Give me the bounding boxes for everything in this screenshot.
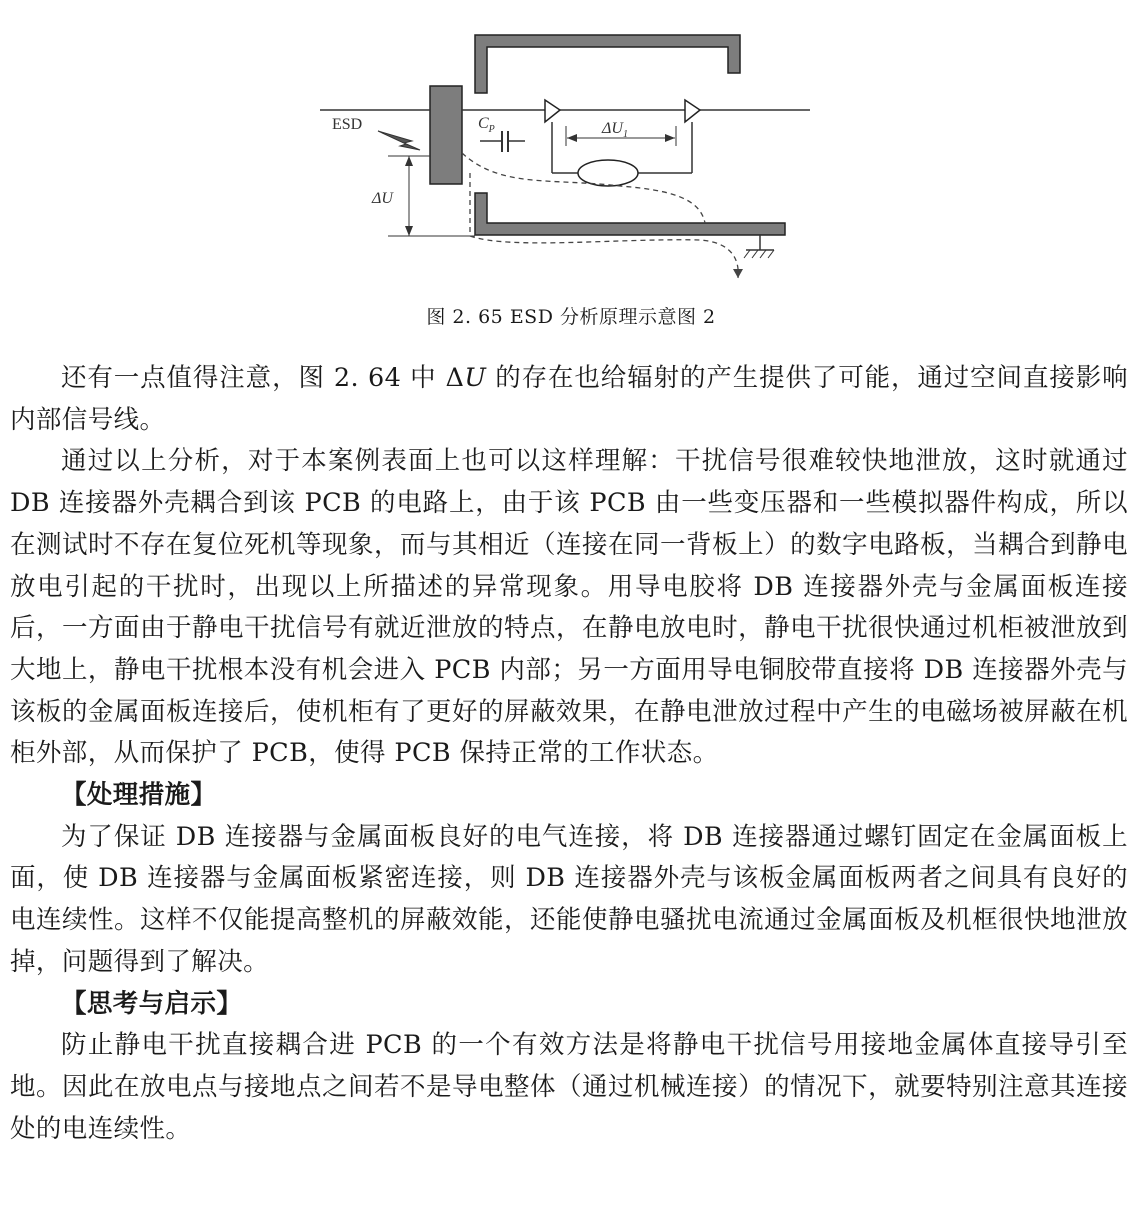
current-path-1 xyxy=(462,153,705,223)
buffer-triangle-right xyxy=(685,100,700,122)
esd-lightning-icon xyxy=(378,131,420,150)
esd-analysis-diagram xyxy=(320,28,820,290)
chassis-bottom-bracket xyxy=(475,193,785,235)
db-connector-block xyxy=(430,86,462,184)
heading-thoughts: 【思考与启示】 xyxy=(61,988,243,1019)
paragraph-1: 还有一点值得注意，图 2. 64 中 ΔU 的存在也给辐射的产生提供了可能，通过空间直接影响内部信号线。 xyxy=(10,363,1128,435)
label-delta-u: ΔU xyxy=(372,190,393,207)
label-cp: $C_P$ xyxy=(478,115,495,135)
buffer-triangle-left xyxy=(545,100,560,122)
circuit-ellipse xyxy=(578,160,638,186)
label-delta-u1: $\Delta U_1$ xyxy=(602,120,628,140)
paragraph-3: 为了保证 DB 连接器与金属面板良好的电气连接，将 DB 连接器通过螺钉固定在金属面板上面，使 DB 连接器与金属面板紧密连接，则 DB 连接器外壳与该板金属面板两者之间具有良好的电连续性。这样不仅能提高整机的屏蔽效能，还能使静电骚扰电流通过金属面板及机框很快地泄放掉，问题得到了解决。 xyxy=(10,821,1128,977)
label-esd: ESD xyxy=(332,116,363,133)
figure-caption: 图 2. 65 ESD 分析原理示意图 2 xyxy=(426,306,716,328)
chassis-top-bracket xyxy=(475,35,740,93)
body-text xyxy=(10,358,1128,1150)
paragraph-2: 通过以上分析，对于本案例表面上也可以这样理解：干扰信号很难较快地泄放，这时就通过 DB 连接器外壳耦合到该 PCB 的电路上，由于该 PCB 由一些变压器和一些模拟器件构成，所以在测试时不存在复位死机等现象，而与其相近（连接在同一背板上）的数字电路板，当耦合到静电放电引起的干扰时，出现以上所描述的异常现象。用导电胶将 DB 连接器外壳与金属面板连接后，一方面由于静电干扰信号有就近泄放的特点，在静电放电时，静电干扰很快通过机柜被泄放到大地上，静电干扰根本没有机会进入 PCB 内部；另一方面用导电铜胶带直接将 DB 连接器外壳与该板的金属面板连接后，使机柜有了更好的屏蔽效果，在静电泄放过程中产生的电磁场被屏蔽在机柜外部，从而保护了 PCB，使得 PCB 保持正常的工作状态。 xyxy=(10,446,1128,769)
heading-measures: 【处理措施】 xyxy=(61,780,217,811)
paragraph-4: 防止静电干扰直接耦合进 PCB 的一个有效方法是将静电干扰信号用接地金属体直接导引至地。因此在放电点与接地点之间若不是导电整体（通过机械连接）的情况下，就要特别注意其连接处的电连续性。 xyxy=(10,1030,1128,1144)
